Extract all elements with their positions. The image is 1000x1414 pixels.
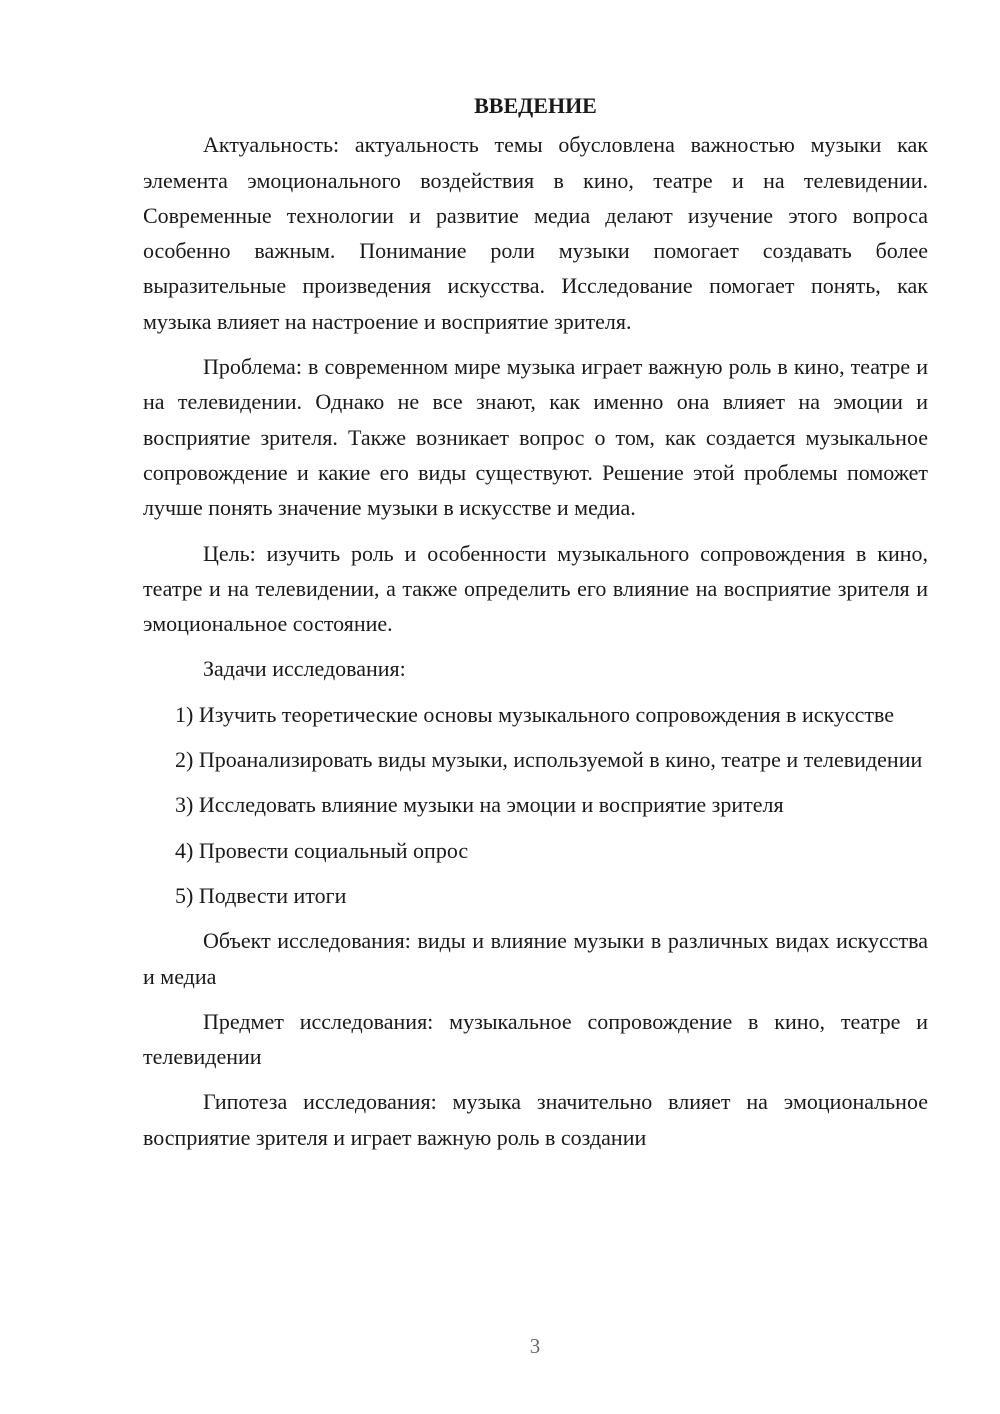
paragraph-problem: Проблема: в современном мире музыка играет важную роль в кино, театре и на телевидении. Однако не все знают, как именно она влияет на эмоции и восприятие зрителя. Также возникает вопрос о том, как создается музыкальное сопровождение и какие его виды существуют. Решение этой проблемы поможет лучше понять значение музыки в искусстве и медиа.: [143, 354, 928, 521]
task-item-3: 3) Исследовать влияние музыки на эмоции и восприятие зрителя: [175, 792, 784, 818]
paragraph-relevance: Актуальность: актуальность темы обусловлена важностью музыки как элемента эмоционального воздействия в кино, театре и на телевидении. Современные технологии и развитие медиа делают изучение этого вопроса особенно важным. Понимание роли музыки помогает создавать более выразительные произведения искусства. Исследование помогает понять, как музыка влияет на настроение и восприятие зрителя.: [143, 132, 928, 334]
task-item-2: 2) Проанализировать виды музыки, используемой в кино, театре и телевидении: [175, 747, 923, 773]
paragraph-object: Объект исследования: виды и влияние музыки в различных видах искусства и медиа: [143, 928, 928, 989]
task-item-5: 5) Подвести итоги: [175, 882, 347, 908]
page-number: 3: [529, 1334, 541, 1358]
paragraph-hypothesis: Гипотеза исследования: музыка значительно влияет на эмоциональное восприятие зрителя и играет важную роль в создании: [143, 1089, 928, 1150]
paragraph-goal: Цель: изучить роль и особенности музыкального сопровождения в кино, театре и на телевидении, а также определить его влияние на восприятие зрителя и эмоциональное состояние.: [143, 540, 928, 637]
task-item-4: 4) Провести социальный опрос: [175, 837, 469, 863]
page-content: [143, 88, 928, 1165]
task-item-1: 1) Изучить теоретические основы музыкального сопровождения в искусстве: [175, 701, 895, 727]
section-heading: ВВЕДЕНИЕ: [474, 93, 597, 118]
paragraph-subject: Предмет исследования: музыкальное сопровождение в кино, театре и телевидении: [143, 1008, 928, 1070]
paragraph-tasks-intro: Задачи исследования:: [203, 656, 406, 682]
